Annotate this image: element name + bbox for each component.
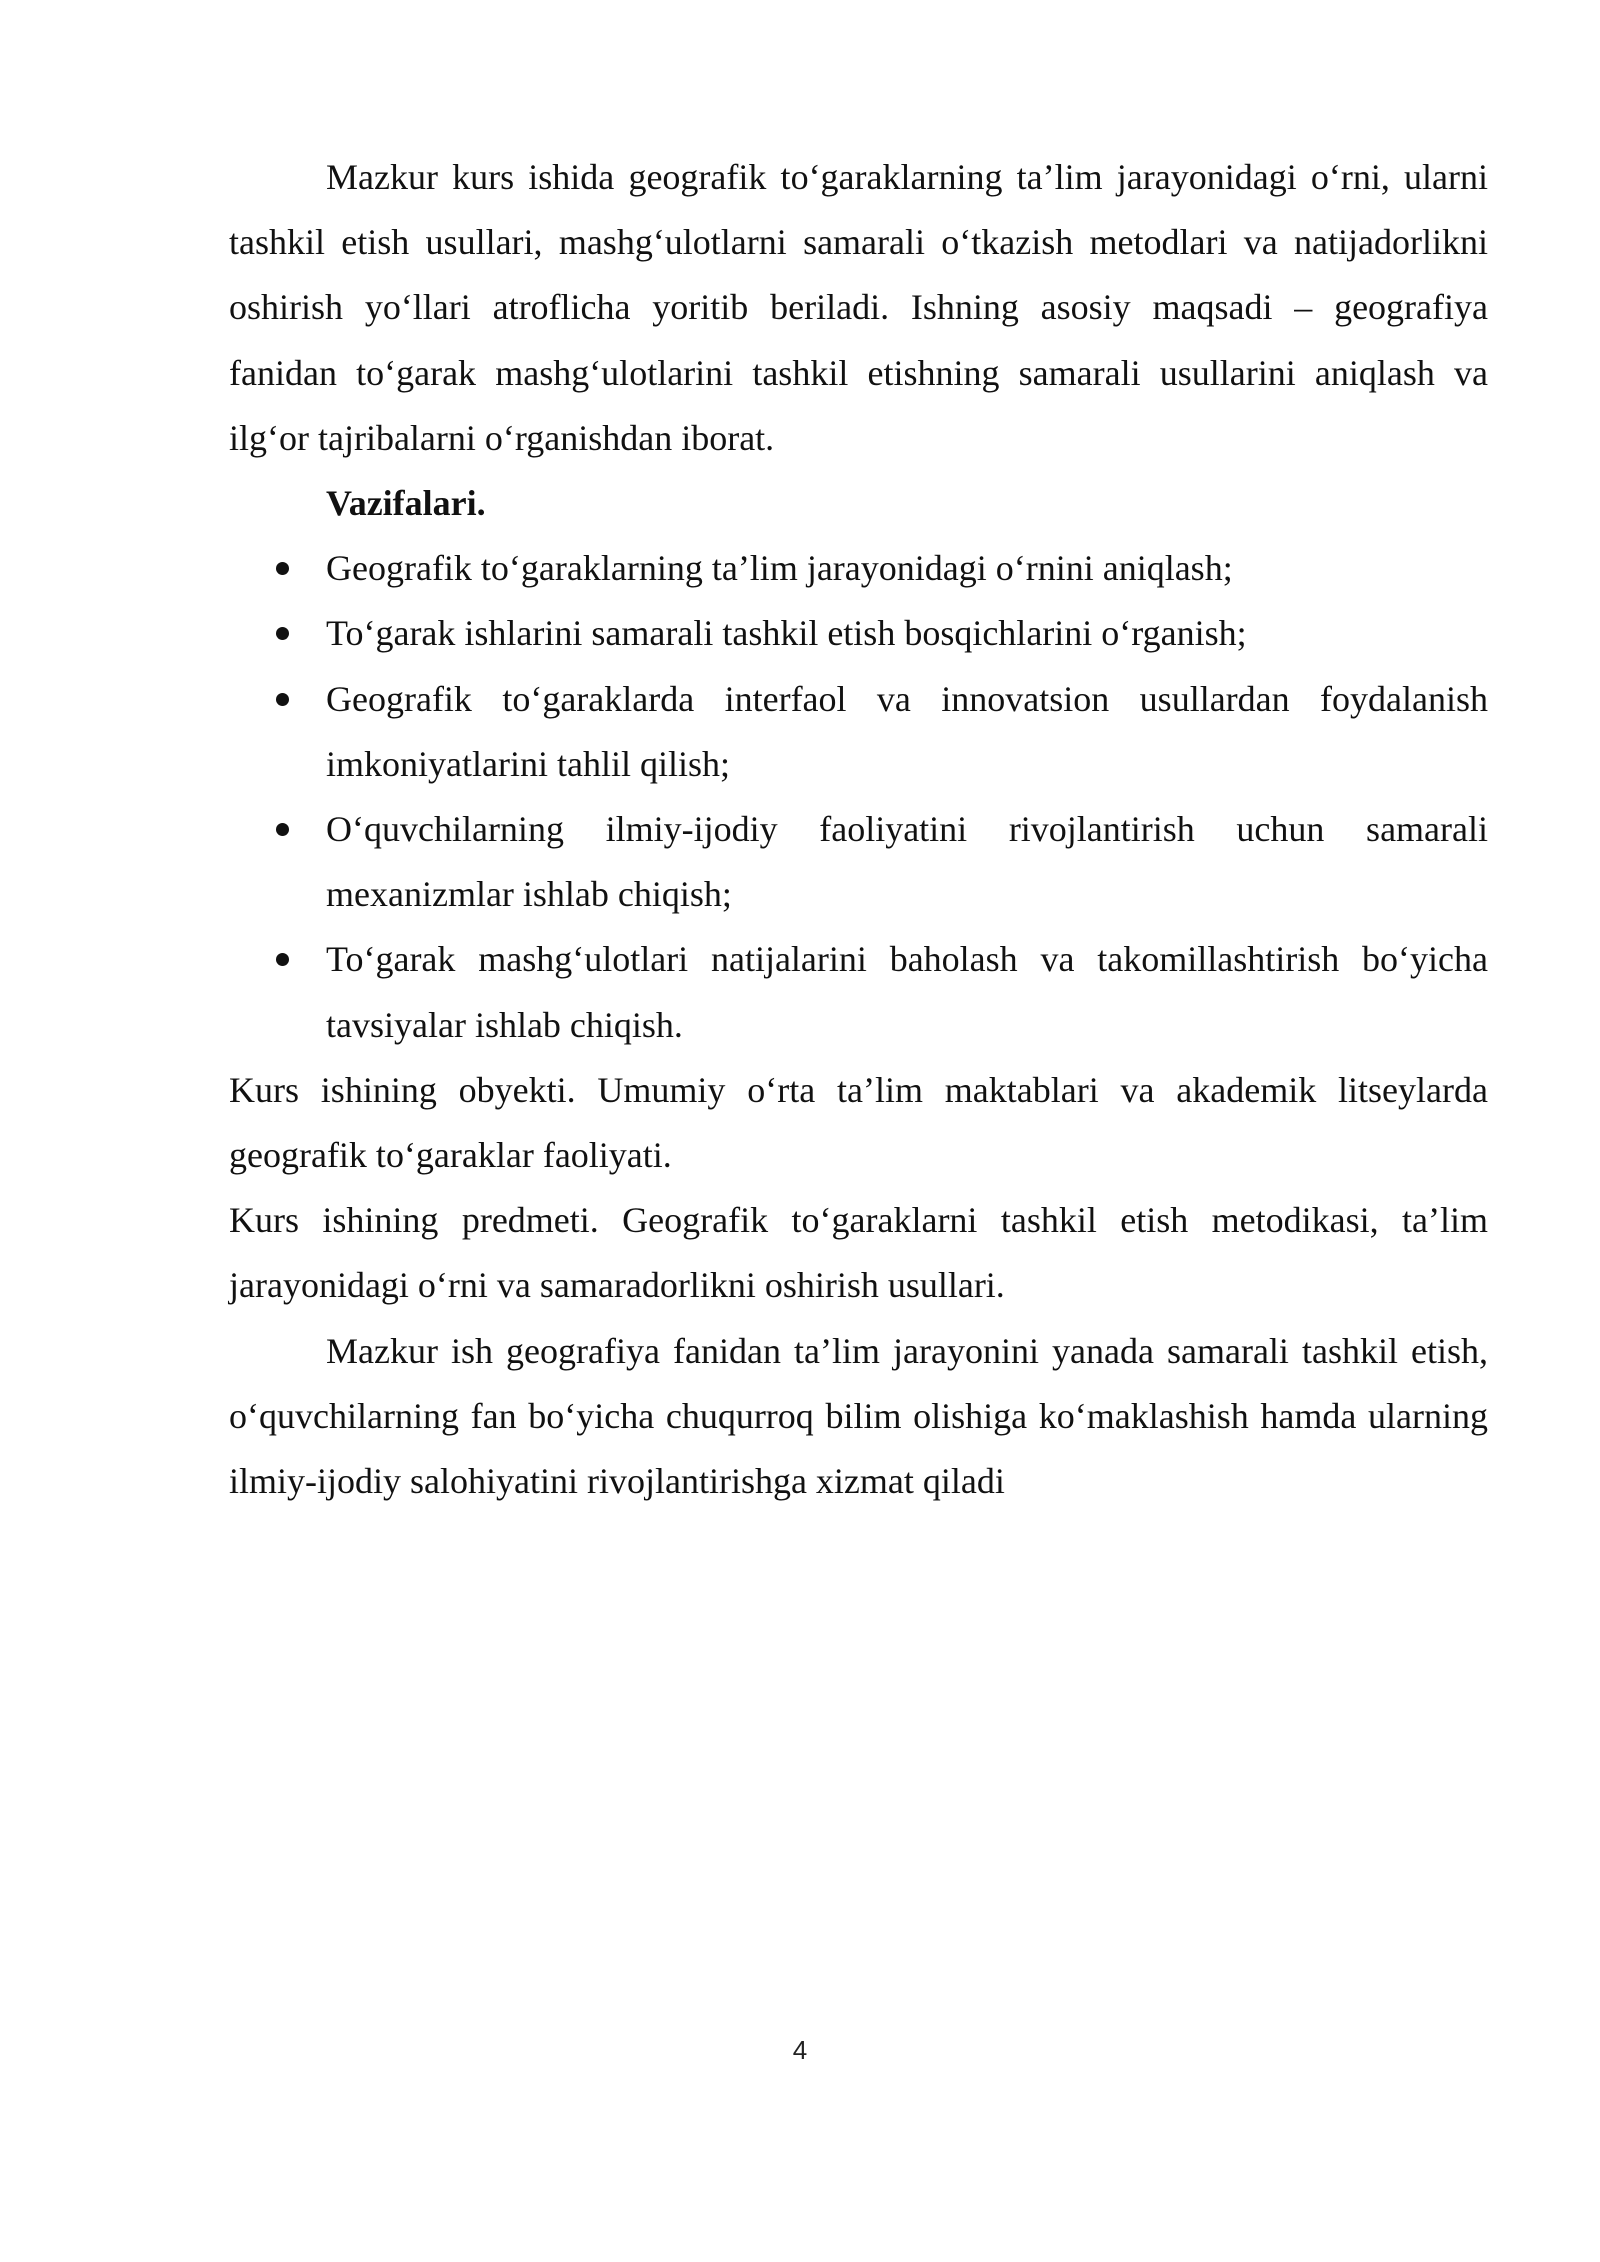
tasks-heading: Vazifalari.: [326, 483, 486, 524]
task-text: To‘garak mashg‘ulotlari natijalarini baholash va takomillashtirish bo‘yicha tavsiyalar ishlab chiqish.: [326, 939, 1488, 1045]
bullet-icon: [276, 562, 289, 575]
closing-paragraph: Mazkur ish geografiya fanidan ta’lim jarayonini yanada samarali tashkil etish, o‘quvchilarning fan bo‘yicha chuqurroq bilim olishiga ko‘maklashish hamda ularning ilmiy-ijodiy salohiyatini rivojlantirishga xizmat qiladi: [229, 1330, 1488, 1502]
task-text: Geografik to‘garaklarda interfaol va innovatsion usullardan foydalanish imkoniyatlarini tahlil qilish;: [326, 678, 1488, 784]
task-item: [229, 797, 1488, 927]
page-body: [229, 145, 1488, 1514]
task-item: [229, 667, 1488, 797]
task-text: Geografik to‘garaklarning ta’lim jarayonidagi o‘rnini aniqlash;: [326, 548, 1233, 589]
tasks-list: [229, 536, 1488, 1058]
task-item: [229, 601, 1488, 666]
bullet-icon: [276, 953, 289, 966]
bullet-icon: [276, 823, 289, 836]
task-text: To‘garak ishlarini samarali tashkil etish bosqichlarini o‘rganish;: [326, 613, 1247, 654]
task-item: [229, 927, 1488, 1057]
bullet-icon: [276, 627, 289, 640]
subject-paragraph: Kurs ishining predmeti. Geografik to‘garaklarni tashkil etish metodikasi, ta’lim jarayonidagi o‘rni va samaradorlikni oshirish usullari.: [229, 1200, 1488, 1306]
object-paragraph: Kurs ishining obyekti. Umumiy o‘rta ta’lim maktablari va akademik litseylarda geografik to‘garaklar faoliyati.: [229, 1069, 1488, 1176]
task-item: [229, 536, 1488, 601]
task-text: O‘quvchilarning ilmiy-ijodiy faoliyatini rivojlantirish uchun samarali mexanizmlar ishlab chiqish;: [326, 809, 1488, 915]
bullet-icon: [276, 693, 289, 706]
intro-paragraph: Mazkur kurs ishida geografik to‘garaklarning ta’lim jarayonidagi o‘rni, ularni tashkil etish usullari, mashg‘ulotlarni samarali o‘tkazish metodlari va natijadorlikni oshirish yo‘llari atroflicha yoritib beriladi. Ishning asosiy maqsadi – geografiya fanidan to‘garak mashg‘ulotlarini tashkil etishning samarali usullarini aniqlash va ilg‘or tajribalarni o‘rganishdan iborat.: [229, 157, 1488, 458]
page-number: 4: [792, 2035, 808, 2065]
